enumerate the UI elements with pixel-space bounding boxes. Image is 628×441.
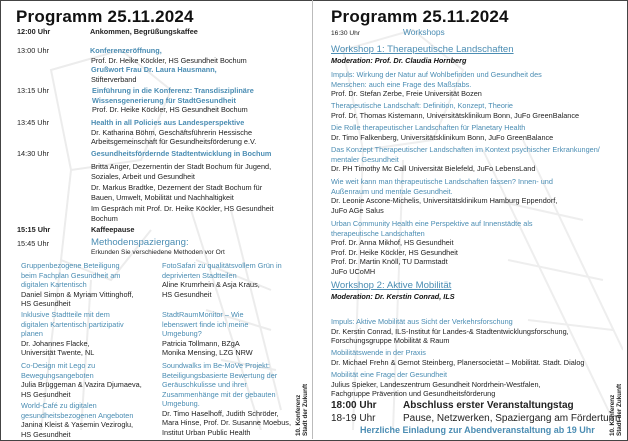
agenda-item-title: Kaffeepause	[91, 225, 135, 234]
method-title: digitalen Kartentisch	[21, 280, 87, 289]
evening-invitation: Herzliche Einladung zur Abendveranstaltung ab 19 Uhr	[360, 425, 595, 435]
side-label-line: Stadt der Zukunft	[302, 383, 310, 436]
time-label: 14:30 Uhr	[17, 149, 50, 158]
time-label: 13:00 Uhr	[17, 46, 50, 55]
workshop-title: Workshop 1: Therapeutische Landschaften	[331, 44, 514, 55]
talk-title: therapeutische Landschaften	[331, 228, 425, 238]
speaker-text: Arbeitsgemeinschaft für Gesundheitsförderung e.V.	[91, 137, 257, 146]
talk-title: Das Konzept Therapeutischer Landschaften im Kontext psychischer Erkrankungen/	[331, 145, 600, 154]
method-speaker: Patricia Tollmann, BZgA	[162, 338, 240, 348]
talk-title: Mobilität eine Frage der Gesundheit	[331, 370, 448, 379]
agenda-item-text: Pause, Netzwerken, Spaziergang am Förderturm	[403, 412, 621, 424]
agenda-item-title: Abschluss erster Veranstaltungstag	[403, 400, 574, 411]
method-title: Co-Design mit Lego zu	[21, 361, 96, 370]
speaker-text: Prof. Dr. Heike Köckler, HS Gesundheit Bochum	[91, 55, 247, 65]
talk-title: Wie weit kann man therapeutische Landschaften fassen? Innen- und	[331, 177, 553, 186]
talk-speaker: Dr. Leonie Ascone-Michelis, Universitätsklinikum Hamburg Eppendorf,	[331, 196, 558, 205]
agenda-item-title: Konferenzeröffnung,	[90, 46, 162, 55]
time-label: 18-19 Uhr	[331, 412, 376, 424]
method-title: deprivierten Stadtteilen	[162, 270, 237, 280]
speaker-text: Prof. Dr. Heike Köckler, HS Gesundheit Bochum	[92, 105, 248, 114]
talk-title: Impuls: Wirkung der Natur auf Wohlbefinden und Gesundheit des	[331, 70, 542, 79]
agenda-item-title: Wissensgenerierung für StadtGesundheit	[92, 95, 236, 105]
talk-title: Urban Community Health eine Perspektive auf Innenstädte als	[331, 219, 533, 228]
speaker-text: Bochum	[91, 213, 118, 223]
talk-speaker: JuFo UCoMH	[331, 266, 376, 276]
method-speaker: HS Gesundheit	[21, 389, 71, 399]
talk-speaker: Dr. PH Timothy Mc Call Universität Bielefeld, JuFo LebensLand	[331, 164, 536, 173]
talk-speaker: JuFo AGe Salus	[331, 205, 384, 215]
program-page-left	[1, 0, 313, 439]
method-title: Bewegungsangeboten	[21, 370, 94, 380]
talk-speaker: Prof. Dr. Anna Mikhof, HS Gesundheit	[331, 238, 454, 247]
method-title: beim Fachplan Gesundheit am	[21, 270, 121, 280]
talk-title: Die Rolle therapeutischer Landschaften für Planetary Health	[331, 123, 526, 132]
talk-title: Impuls: Aktive Mobilität aus Sicht der Verkehrsforschung	[331, 317, 513, 326]
time-label: 13:45 Uhr	[17, 118, 50, 127]
method-title: digitalen Kartentisch partizipativ	[21, 319, 124, 329]
method-speaker: Julia Brüggeman & Vazira Djumaeva,	[21, 380, 142, 389]
method-title: StadtRaumMonitor – Wie	[162, 310, 244, 319]
method-title: Umgebung.	[162, 399, 200, 408]
time-label: 15:15 Uhr	[17, 225, 51, 234]
speaker-text: Britta Anger, Dezernentin der Stadt Bochum für Jugend,	[91, 162, 272, 171]
talk-speaker: Dr. Kerstin Conrad, ILS-Institut für Landes-& Stadtentwicklungsforschung,	[331, 326, 569, 336]
method-title: Beteiligungsbasierte Bewertung der	[162, 370, 278, 380]
conference-side-label	[609, 384, 624, 436]
talk-speaker: Dr. Timo Falkenberg, Universitätsklinikum Bonn, JuFo GreenBalance	[331, 132, 554, 142]
method-speaker: Universität Twente, NL	[21, 348, 95, 357]
time-label: 12:00 Uhr	[17, 27, 51, 36]
time-label: 15:45 Uhr	[17, 239, 50, 248]
workshop-title: Workshop 2: Aktive Mobilität	[331, 280, 452, 291]
agenda-item-title: Health in all Policies aus Landesperspektive	[91, 118, 245, 127]
speaker-text: Im Gespräch mit Prof. Dr. Heike Köckler, HS Gesundheit	[91, 204, 274, 213]
agenda-item-title: Grußwort Frau Dr. Laura Hausmann,	[91, 65, 217, 74]
page-title: Programm 25.11.2024	[16, 7, 194, 26]
talk-title: Menschen: auch eine Frage des Maßstabs.	[331, 79, 472, 89]
method-title: planen	[21, 329, 43, 338]
side-label-line: 10. Konferenz	[295, 394, 302, 436]
method-title: Geräuschkulisse und ihrer	[162, 380, 247, 389]
method-title: lebenswert finde ich meine	[162, 319, 249, 329]
talk-title: Mobilitätswende in der Praxis	[331, 348, 426, 357]
speaker-text: Soziales, Arbeit und Gesundheit	[91, 171, 195, 181]
talk-speaker: Fachgruppe Prävention und Gesundheitsförderung	[331, 389, 496, 398]
method-title: gesundheitsbezogenen Angeboten	[21, 410, 134, 420]
method-title: Inklusive Stadtteile mit dem	[21, 310, 110, 319]
method-title: World-Café zu digitalen	[21, 401, 97, 410]
method-title: Zusammenhänge mit der gebauten	[162, 389, 276, 399]
workshop-moderation: Moderation: Dr. Kerstin Conrad, ILS	[331, 292, 455, 301]
method-title: FotoSafari zu qualitätsvollem Grün in	[162, 261, 282, 270]
agenda-item-title: Einführung in die Konferenz: Transdisziplinäre	[92, 86, 254, 95]
method-speaker: Dr. Johannes Flacke,	[21, 338, 90, 348]
method-speaker: Dr. Timo Haselhoff, Judith Schröder,	[162, 408, 279, 418]
talk-title: Außenraum und mentale Gesundheit.	[331, 186, 453, 196]
speaker-text: Stifterverband	[91, 74, 137, 84]
talk-speaker: Prof. Dr. Stefan Zerbe, Freie Universität Bozen	[331, 89, 482, 98]
time-label: 16:30 Uhr	[331, 30, 360, 37]
speaker-text: Dr. Markus Bradtke, Dezernent der Stadt Bochum für	[91, 183, 263, 192]
method-title: Umgebung?	[162, 329, 202, 338]
page-title: Programm 25.11.2024	[331, 7, 509, 26]
method-title: Gruppenbezogene Beteiligung	[21, 261, 120, 270]
method-speaker: HS Gesundheit	[21, 429, 71, 439]
method-speaker: Mara Hinse, Prof. Dr. Susanne Moebus,	[162, 418, 291, 427]
conference-side-label	[295, 384, 310, 436]
section-title: Workshops	[403, 27, 445, 37]
agenda-item-title: Ankommen, Begrüßungskaffee	[90, 27, 198, 36]
method-speaker: Daniel Simon & Myriam Vittinghoff,	[21, 289, 134, 299]
agenda-item-title: Methodenspaziergang:	[91, 237, 189, 248]
side-label-line: 10. Konferenz	[609, 394, 616, 436]
talk-speaker: Prof. Dr. Martin Knöll, TU Darmstadt	[331, 257, 448, 266]
talk-speaker: Dr. Michael Frehn & Gernot Steinberg, Planersocietät – Mobilität. Stadt. Dialog	[331, 357, 585, 367]
talk-speaker: Prof. Dr. Thomas Kistemann, Universitätsklinikum Bonn, JuFo GreenBalance	[331, 110, 580, 120]
agenda-item-title: Gesundheitsfördernde Stadtentwicklung in Bochum	[91, 149, 272, 158]
talk-speaker: Forschungsgruppe Mobilität & Raum	[331, 336, 450, 345]
method-speaker: HS Gesundheit	[162, 289, 212, 299]
speaker-text: Dr. Katharina Böhm, Geschäftsführerin Hessische	[91, 127, 253, 137]
time-label: 13:15 Uhr	[17, 86, 50, 95]
talk-title: Therapeutische Landschaft: Definition, Konzept, Theorie	[331, 101, 513, 110]
talk-speaker: Julius Spieker, Landeszentrum Gesundheit Nordrhein-Westfalen,	[331, 379, 541, 389]
method-speaker: Monika Mensing, LZG NRW	[162, 348, 253, 357]
method-title: Soundwalks im Be-MoVe Projekt:	[162, 361, 270, 370]
talk-title: mentaler Gesundheit	[331, 154, 399, 164]
time-label: 18:00 Uhr	[331, 400, 377, 411]
agenda-item-subtitle: Erkunden Sie verschiedene Methoden vor Ort	[91, 249, 225, 256]
speaker-text: Bauen, Umwelt, Mobilität und Nachhaltigkeit	[91, 192, 234, 202]
side-label-line: Stadt der Zukunft	[616, 383, 624, 436]
program-page-right	[313, 0, 626, 439]
method-speaker: Institut Urban Public Health	[162, 427, 251, 437]
method-speaker: Janina Kleist & Yasemin Veziroglu,	[21, 420, 134, 429]
workshop-moderation: Moderation: Prof. Dr. Claudia Hornberg	[331, 56, 467, 65]
talk-speaker: Prof. Dr. Heike Köckler, HS Gesundheit	[331, 247, 458, 257]
method-speaker: Aline Krumrhein & Asja Kraus,	[162, 280, 260, 289]
method-speaker: HS Gesundheit	[21, 299, 71, 308]
